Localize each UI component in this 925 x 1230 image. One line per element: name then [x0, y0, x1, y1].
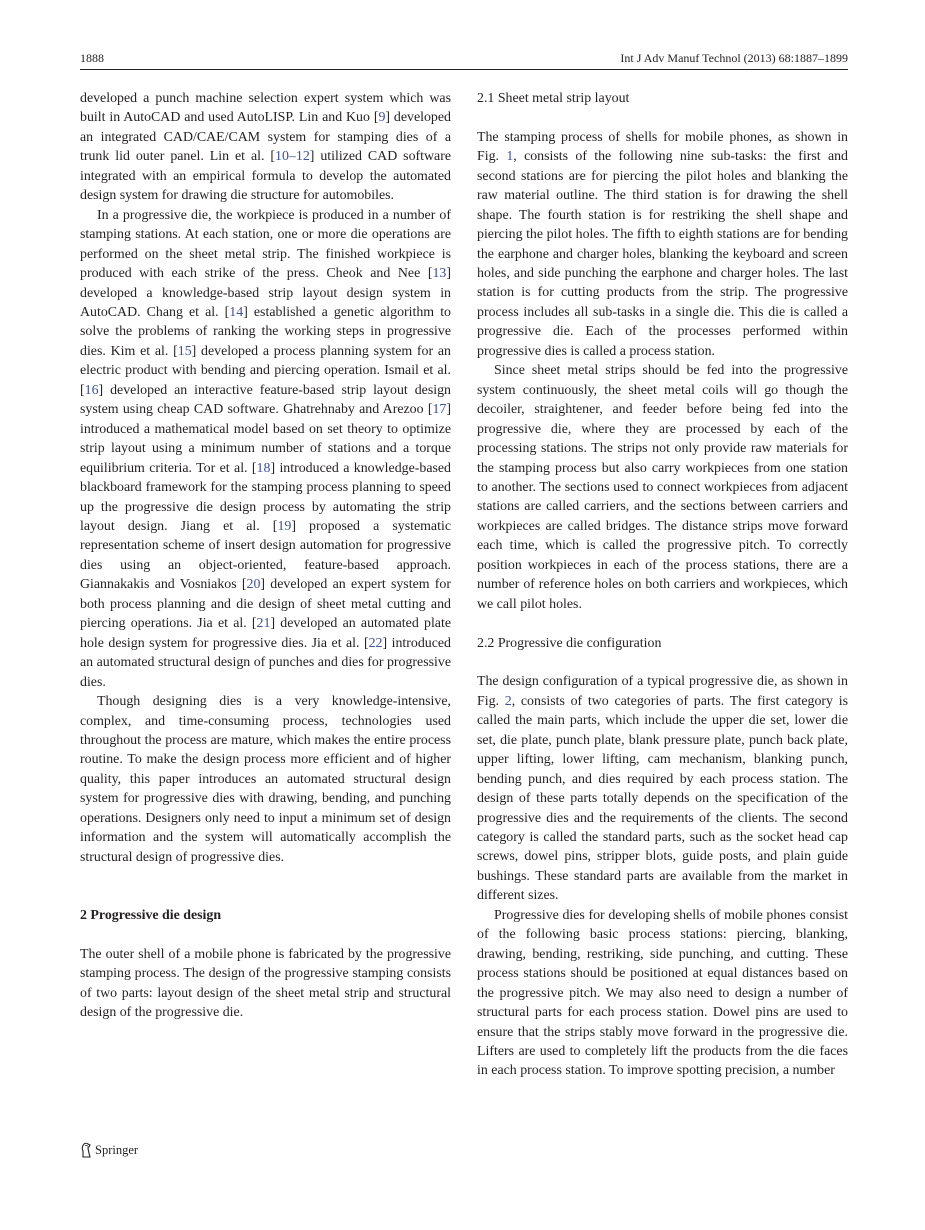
citation-link[interactable]: 20 — [246, 577, 261, 593]
subsection-heading: 2.1 Sheet metal strip layout — [477, 91, 630, 106]
page-footer — [80, 1141, 138, 1159]
citation-link[interactable]: 1 — [506, 149, 514, 165]
citation-link[interactable]: 14 — [229, 304, 244, 320]
header-rule — [80, 69, 848, 70]
paragraph: developed a punch machine selection expert system which was built in AutoCAD and used AutoLISP. Lin and Kuo [9] developed an integrated CAD/CAE/CAM system for stamping dies of a trunk lid outer panel. Lin et al. [10–12] utilized CAD software integrated with an empirical formula to develop the automated design system for drawing die structure for automobiles. — [80, 91, 451, 204]
citation-link[interactable]: 9 — [378, 110, 386, 126]
citation-link[interactable]: 13 — [432, 266, 447, 282]
left-column — [80, 89, 451, 1023]
citation-link[interactable]: 10–12 — [275, 149, 310, 165]
citation-link[interactable]: 16 — [84, 382, 99, 398]
citation-link[interactable]: 2 — [504, 693, 512, 709]
springer-horse-icon — [80, 1142, 92, 1158]
publisher-logo-text: Springer — [95, 1143, 139, 1157]
paragraph: The stamping process of shells for mobile phones, as shown in Fig. 1, consists of the following nine sub-tasks: the first and second stations are for piercing the pilot holes and blanking the raw material outline. The third station is for drawing the shell shape. The fourth station is for restriking the shell shape and piercing the pilot holes. The fifth to eighth stations are for bending the earphone and charger holes, blanking the keyboard and screen holes, and side punching the earphone and charger holes. The last station is for cutting products from the strip. The progressive process includes all sub-tasks in a single die. This die is called a progressive die. Each of the processes performed within progressive dies is called a process station. — [477, 129, 849, 359]
section-heading: 2 Progressive die design — [80, 907, 222, 923]
paragraph: Though designing dies is a very knowledge-intensive, complex, and time-consuming process, technologies used throughout the process are mature, which makes the entire process routine. To make the design process more efficient and of higher quality, this paper introduces an automated structural design system for progressive dies with drawing, bending, and punching operations. Designers only need to input a minimum set of design information and the system will automatically accomplish the structural design of progressive dies. — [80, 694, 451, 865]
paragraph: Since sheet metal strips should be fed into the progressive system continuously, the sheet metal coils will go though the decoiler, straightener, and feeder before being fed into the progressive die, where they are processed by each of the processing stations. The strips not only provide raw materials for the stamping process but also carry workpieces from one station to another. The sections used to connect workpieces from adjacent stations are called carriers, and the sections between carriers and workpieces are called bridges. The distance strips move forward each time, which is called the progressive pitch. To correctly position workpieces in each of the process stations, there are a number of reference holes on both carriers and workpieces, which we call pilot holes. — [477, 363, 848, 612]
subsection-heading: 2.2 Progressive die configuration — [477, 635, 662, 651]
citation-link[interactable]: 19 — [277, 518, 292, 534]
journal-reference: Int J Adv Manuf Technol (2013) 68:1887–1899 — [620, 51, 848, 65]
page-number: 1888 — [80, 51, 104, 65]
paragraph: In a progressive die, the workpiece is produced in a number of stamping stations. At each station, one or more die operations are performed on the sheet metal strip. The finished workpiece is produced with each strike of the press. Cheok and Nee [13] developed a knowledge-based strip layout design system in AutoCAD. Chang et al. [14] established a genetic algorithm to solve the problems of ranking the working steps in progressive dies. Kim et al. [15] developed a process planning system for an electric product with bending and piercing operation. Ismail et al. [16] developed an interactive feature-based strip layout design system using cheap CAD software. Ghatrehnaby and Arezoo [17] introduced a mathematical model based on set theory to optimize strip layout using a minimum number of stations and a torque equilibrium criteria. Tor et al. [18] introduced a knowledge-based blackboard framework for the stamping process planning to speed up the progressive die design process by automating the strip layout design. Jiang et al. [19] proposed a systematic representation scheme of insert design automation for progressive dies using an object-oriented, feature-based approach. Giannakakis and Vosniakos [20] developed an expert system for both process planning and die design of sheet metal cutting and piercing operations. Jia et al. [21] developed an automated plate hole design system for progressive dies. Jia et al. [22] introduced an automated structural design of punches and dies for progressive dies. — [80, 207, 452, 690]
citation-link[interactable]: 22 — [368, 635, 383, 651]
paragraph: Progressive dies for developing shells of mobile phones consist of the following basic process stations: piercing, blanking, drawing, bending, restriking, side punching, and cutting. These process stations should be positioned at equal distances based on the progressive pitch. We may also need to design a number of structural parts for each process station. Dowel pins are used to ensure that the strips stably move forward in the progressive die. Lifters are used to completely lift the products from the die faces in each process station. To improve spotting precision, a number — [477, 907, 848, 1079]
citation-link[interactable]: 17 — [432, 402, 447, 418]
citation-link[interactable]: 21 — [256, 616, 271, 632]
paragraph: The design configuration of a typical progressive die, as shown in Fig. 2, consists of two categories of parts. The first category is called the main parts, which include the upper die set, lower die set, die plate, punch plate, blank pressure plate, punch back plate, upper lifting, lower lifting, cam mechanism, blanking punch, bending punch, and dies required by each process station. The design of these parts totally depends on the specification of the progressive dies and the requirements of the clients. The second category is called the standard parts, such as the socket head cap screws, dowel pins, stripper blots, guide posts, and plain guide bushings. These standard parts are available from the market in different sizes. — [477, 674, 848, 904]
running-header — [80, 51, 848, 69]
right-column — [477, 89, 848, 1081]
citation-link[interactable]: 15 — [177, 343, 192, 359]
citation-link[interactable]: 18 — [256, 460, 271, 476]
paragraph: The outer shell of a mobile phone is fabricated by the progressive stamping process. The design of the progressive stamping consists of two parts: layout design of the sheet metal strip and structural design of the progressive die. — [80, 946, 451, 1021]
